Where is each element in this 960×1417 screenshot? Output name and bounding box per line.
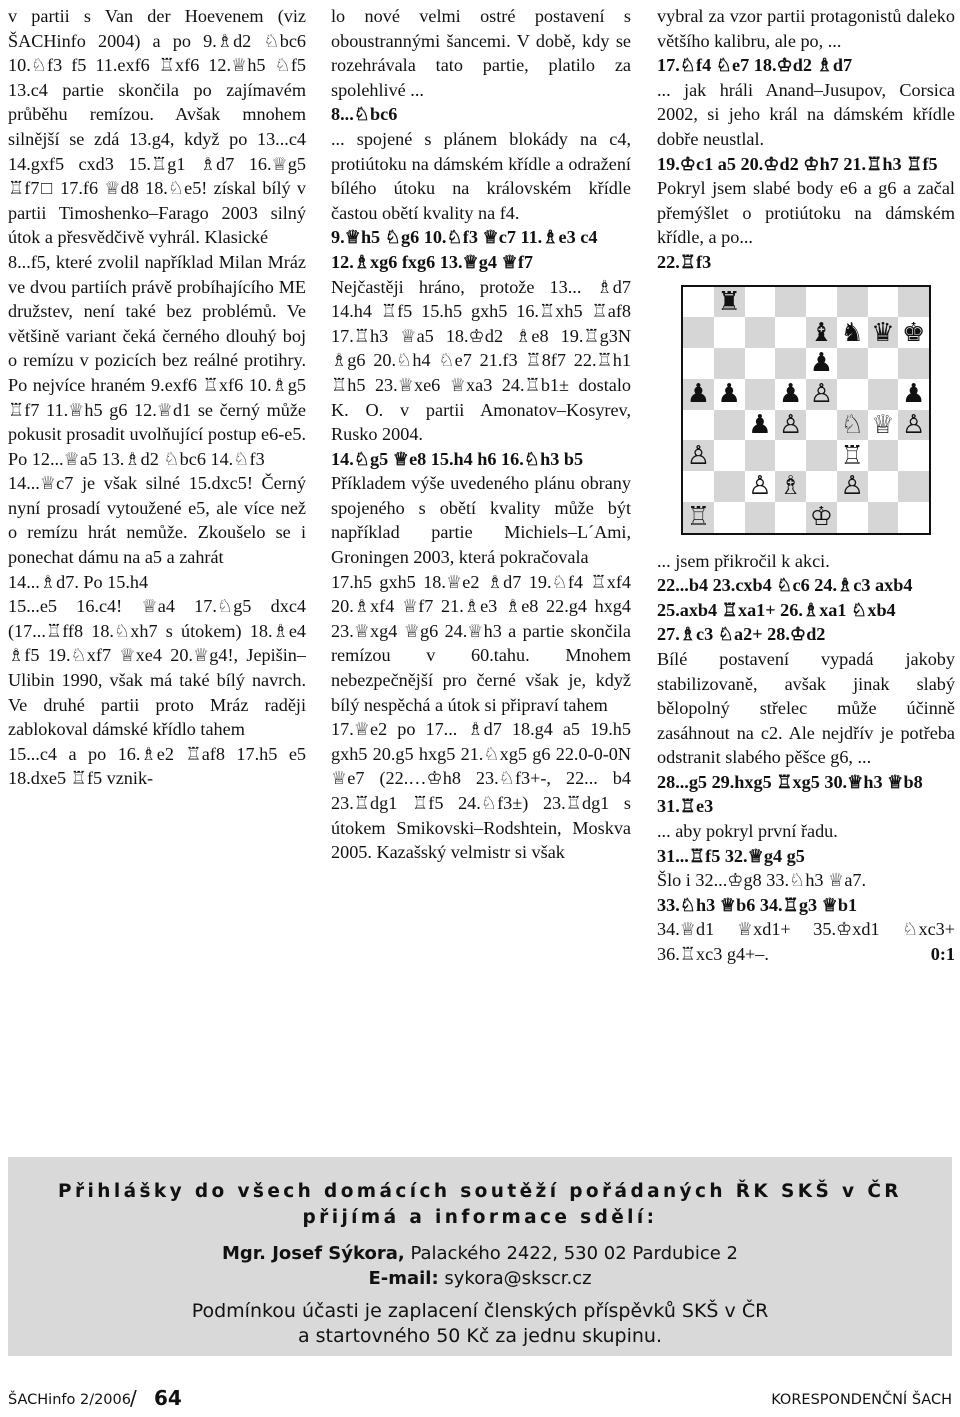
square-h8 xyxy=(898,287,929,318)
square-g4: ♕ xyxy=(868,410,899,441)
square-a8 xyxy=(683,287,714,318)
square-d5: ♟ xyxy=(775,379,806,410)
square-d7 xyxy=(775,317,806,348)
condition-line-2: a startovného 50 Kč za jednu skupinu. xyxy=(297,1325,663,1347)
square-e5: ♙ xyxy=(806,379,837,410)
square-d2: ♗ xyxy=(775,471,806,502)
registration-notice xyxy=(8,1157,952,1356)
move-line: 14.♘g5 ♕e8 15.h4 h6 16.♘h3 b5 xyxy=(331,448,584,469)
paragraph: v partii s Van der Hoevenem (viz ŠACHinfo 2004) a po 9.♗d2 ♘bc6 10.♘f3 f5 11.exf6 ♖xf6 12.♕h5 ♘f5 13.c4 partie skončila po zajímavém průběhu remízou. Avšak mnohem silnější se zdá 13.g4, když po 13...c4 14.gxf5 cxd3 15.♖g1 ♗d7 16.♕g5 ♖f7□ 17.f6 ♕d8 18.♘e5! získal bílý v partii Timoshenko–Farago 2003 silný útok a přesvědčivě vyhrál. Klasické xyxy=(8,6,306,248)
square-b3 xyxy=(714,440,745,471)
square-h1 xyxy=(898,502,929,533)
square-f4: ♘ xyxy=(837,410,868,441)
issue-label: ŠACHinfo 2/2006 xyxy=(8,1392,131,1408)
square-h6 xyxy=(898,348,929,379)
square-d6 xyxy=(775,348,806,379)
square-c8 xyxy=(745,287,776,318)
page-footer xyxy=(8,1386,952,1414)
email-link[interactable]: sykora@skscr.cz xyxy=(444,1268,592,1289)
square-e2 xyxy=(806,471,837,502)
email-label: E-mail: xyxy=(368,1268,439,1289)
square-g5 xyxy=(868,379,899,410)
paragraph: 17.♕e2 po 17... ♗d7 18.g4 a5 19.h5 gxh5 20.g5 hxg5 21.♘xg5 g6 22.0-0-0N ♕e7 (22.…♔h8 23.♘f3+-, 22... b4 23.♖dg1 ♖f5 24.♘f3±) 23.♖dg1 s útokem Smikovski–Rodshtein, Moskva 2005. Kazašský velmistr si však xyxy=(331,719,631,863)
square-c6 xyxy=(745,348,776,379)
condition-line-1: Podmínkou účasti je zaplacení členských příspěvků SKŠ v ČR xyxy=(191,1300,769,1322)
column-3-top xyxy=(657,4,955,275)
square-b7 xyxy=(714,317,745,348)
chess-diagram xyxy=(681,285,931,535)
square-a1: ♖ xyxy=(683,502,714,533)
square-b1 xyxy=(714,502,745,533)
column-3-bottom xyxy=(657,549,955,967)
square-c7 xyxy=(745,317,776,348)
column-2 xyxy=(331,4,631,865)
paragraph: 15...e5 16.c4! ♕a4 17.♘g5 dxc4 (17...♖ff8 18.♘xh7 s útokem) 18.♗e4 ♗f5 19.♘xf7 ♕xe4 20.♕g4!, Jepišin–Ulibin 1990, však má také bílý navrch. Ve druhé partii proto Mráz raději zablokoval dámské křídlo tahem xyxy=(8,596,306,740)
column-1 xyxy=(8,4,306,791)
move-line: 22...b4 23.cxb4 ♘c6 24.♗c3 axb4 25.axb4 ♖xa1+ 26.♗xa1 ♘xb4 27.♗c3 ♘a2+ 28.♔d2 xyxy=(657,575,913,645)
square-d4: ♙ xyxy=(775,410,806,441)
square-c1 xyxy=(745,502,776,533)
square-g8 xyxy=(868,287,899,318)
paragraph: ... jsem přikročil k akci. xyxy=(657,550,830,571)
paragraph: Příkladem výše uvedeného plánu obrany spojeného s obětí kvality může být například partie Michiels–L´Ami, Groningen 2003, která pokračovala xyxy=(331,473,631,568)
game-result: 0:1 xyxy=(930,944,955,965)
paragraph: ... jak hráli Anand–Jusupov, Corsica 2002, si jeho král na dámském křídle dobře neustlal. xyxy=(657,79,955,149)
square-e7: ♝ xyxy=(806,317,837,348)
square-g2 xyxy=(868,471,899,502)
notice-headline: Přihlášky do všech domácích soutěží pořádaných ŘK SKŠ v ČR přijímá a informace sdělí: xyxy=(58,1181,902,1228)
move-line: 22.♖f3 xyxy=(657,251,712,272)
square-a7 xyxy=(683,317,714,348)
paragraph: vybral za vzor partii protagonistů daleko většího kalibru, ale po, ... xyxy=(657,6,955,51)
paragraph: Nejčastěji hráno, protože 13... ♗d7 14.h4 ♖f5 15.h5 gxh5 16.♖xh5 ♖af8 17.♖h3 ♕a5 18.♔d2 ♗e8 19.♖g3N ♗g6 20.♘h4 ♘e7 21.f3 ♖8f7 22.♖h1 ♖h5 23.♕xe6 ♕xa3 24.♖b1± dostalo K. O. v partii Amonatov–Kosyrev, Rusko 2004. xyxy=(331,276,631,445)
square-a6 xyxy=(683,348,714,379)
square-b2 xyxy=(714,471,745,502)
square-c4: ♟ xyxy=(745,410,776,441)
square-f7: ♞ xyxy=(837,317,868,348)
square-b8: ♜ xyxy=(714,287,745,318)
paragraph: 8...f5, které zvolil například Milan Mráz ve dvou partiích právě probíhajícího ME družstev, není také bez problémů. Ve většině variant čeká černého dlouhý boj o remízu v pozicích bez reálné protihry. Po nejvíce hraném 9.exf6 ♖xf6 10.♗g5 ♖f7 11.♕h5 g6 12.♕d1 se černý může pokusit prosadit uvolňující postup e6-e5. Po 12...♕a5 13.♗d2 ♘bc6 14.♘f3 xyxy=(8,251,306,469)
square-f3: ♖ xyxy=(837,440,868,471)
contact-name: Mgr. Josef Sýkora, xyxy=(222,1243,405,1264)
square-f6 xyxy=(837,348,868,379)
paragraph: lo nové velmi ostré postavení s oboustrannými šancemi. V době, kdy se rozehrávala tato partie, platilo za spolehlivé ... xyxy=(331,6,631,100)
square-d3 xyxy=(775,440,806,471)
move-line: 19.♔c1 a5 20.♔d2 ♔h7 21.♖h3 ♖f5 xyxy=(657,153,938,174)
notice-contact xyxy=(8,1241,952,1291)
square-h4: ♙ xyxy=(898,410,929,441)
move-line: 8...♘bc6 xyxy=(331,104,398,125)
square-h2 xyxy=(898,471,929,502)
square-h7: ♚ xyxy=(898,317,929,348)
square-b5: ♟ xyxy=(714,379,745,410)
square-g7: ♛ xyxy=(868,317,899,348)
column-3 xyxy=(657,4,955,967)
square-c3 xyxy=(745,440,776,471)
paragraph: 15...c4 a po 16.♗e2 ♖af8 17.h5 e5 18.dxe5 ♖f5 vznik- xyxy=(8,743,306,789)
square-f8 xyxy=(837,287,868,318)
square-e8 xyxy=(806,287,837,318)
paragraph: 14...♕c7 je však silné 15.dxc5! Černý nyní prosadí vytoužené e5, ale více než o remízu hrát nemůže. Zkoušelo se i ponechat dámu na a5 a zahrát xyxy=(8,473,306,568)
paragraph: ... spojené s plánem blokády na c4, protiútoku na dámském křídle a odražení bílého útoku na královském křídle častou obětí kvality na f4. xyxy=(331,128,631,223)
square-c5 xyxy=(745,379,776,410)
square-e6: ♟ xyxy=(806,348,837,379)
paragraph: Bílé postavení vypadá jakoby stabilizovaně, avšak jinak slabý bělopolný střelec může účinně zasáhnout na c2. Ale nejdřív je potřeba odstranit slabého pěšce g6, ... xyxy=(657,648,955,768)
paragraph: Šlo i 32...♔g8 33.♘h3 ♕a7. xyxy=(657,870,867,891)
move-line: 9.♕h5 ♘g6 10.♘f3 ♕c7 11.♗e3 c4 12.♗xg6 fxg6 13.♕g4 ♕f7 xyxy=(331,227,598,272)
move-line: 28...g5 29.hxg5 ♖xg5 30.♕h3 ♕b8 31.♖e3 xyxy=(657,771,923,817)
square-e1: ♔ xyxy=(806,502,837,533)
footer-slash: / xyxy=(130,1386,137,1410)
square-c2: ♙ xyxy=(745,471,776,502)
square-f2: ♙ xyxy=(837,471,868,502)
section-title: KORESPONDENČNÍ ŠACH xyxy=(771,1392,952,1408)
paragraph: Pokryl jsem slabé body e6 a g6 a začal přemýšlet o protiútoku na dámském křídle, a po... xyxy=(657,178,955,248)
square-a4 xyxy=(683,410,714,441)
square-h3 xyxy=(898,440,929,471)
square-f1 xyxy=(837,502,868,533)
square-g3 xyxy=(868,440,899,471)
square-a5: ♟ xyxy=(683,379,714,410)
square-e4 xyxy=(806,410,837,441)
square-d1 xyxy=(775,502,806,533)
square-b6 xyxy=(714,348,745,379)
square-g1 xyxy=(868,502,899,533)
chess-board xyxy=(683,287,929,533)
square-d8 xyxy=(775,287,806,318)
move-line: 31...♖f5 32.♕g4 g5 xyxy=(657,845,805,866)
square-g6 xyxy=(868,348,899,379)
page-number: 64 xyxy=(154,1386,182,1410)
paragraph: 14...♗d7. Po 15.h4 xyxy=(8,571,149,592)
square-f5 xyxy=(837,379,868,410)
square-h5: ♟ xyxy=(898,379,929,410)
paragraph: 17.h5 gxh5 18.♕e2 ♗d7 19.♘f4 ♖xf4 20.♗xf4 ♕f7 21.♗e3 ♗e8 22.g4 hxg4 23.♕xg4 ♕g6 24.♕h3 a partie skončila remízou v 60.tahu. Mnohem nebezpečnější pro černé však je, když bílý nespěchá a útok si připraví tahem xyxy=(331,571,631,715)
paragraph: ... aby pokryl první řadu. xyxy=(657,821,838,842)
move-line: 33.♘h3 ♕b6 34.♖g3 ♕b1 xyxy=(657,894,858,915)
square-a3: ♙ xyxy=(683,440,714,471)
square-a2 xyxy=(683,471,714,502)
move-line: 17.♘f4 ♘e7 18.♔d2 ♗d7 xyxy=(657,55,853,76)
square-b4 xyxy=(714,410,745,441)
notice-condition xyxy=(8,1299,952,1349)
paragraph: 34.♕d1 ♕xd1+ 35.♔xd1 ♘xc3+ 36.♖xc3 g4+–. xyxy=(657,919,955,965)
square-e3 xyxy=(806,440,837,471)
contact-address: Palackého 2422, 530 02 Pardubice 2 xyxy=(410,1243,738,1264)
